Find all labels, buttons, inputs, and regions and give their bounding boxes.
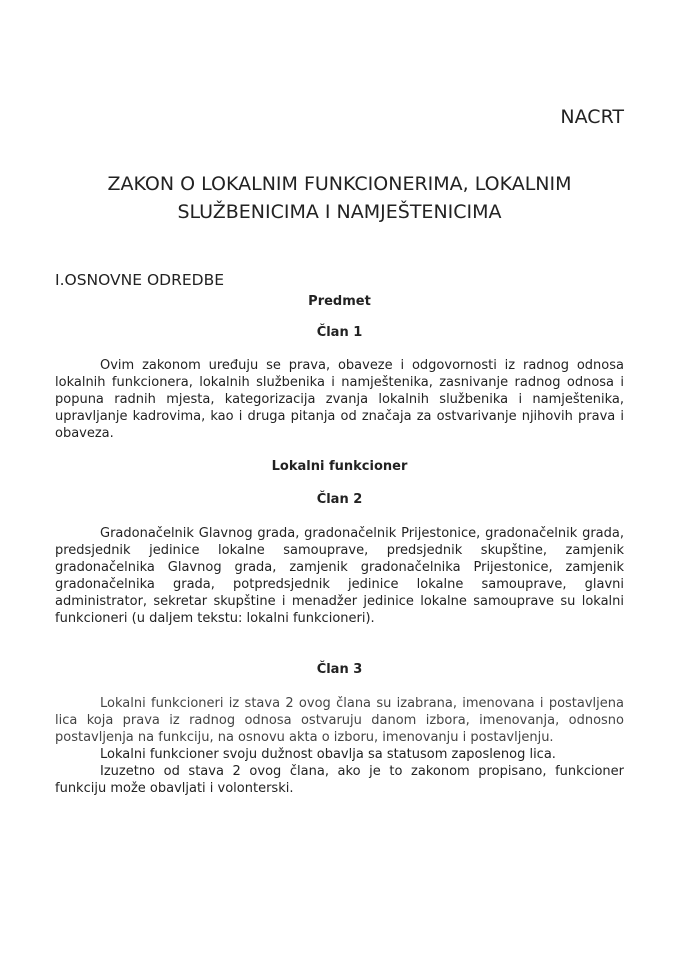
draft-label: NACRT xyxy=(560,106,624,128)
paragraph: Lokalni funkcioneri iz stava 2 ovog člana su izabrana, imenovana i postavljena lica koja prava iz radnog odnosa ostvaruju danom izbora, imenovanja, odnosno postavljenja na funkciju, na osnovu akta o izboru, imenovanju i postavljenju. xyxy=(55,696,624,745)
article-subject: Predmet xyxy=(308,294,371,309)
paragraph: Ovim zakonom uređuju se prava, obaveze i odgovornosti iz radnog odnosa lokalnih funkcionera, lokalnih službenika i namještenika, zasnivanje radnog odnosa i popuna radnih mjesta, kategorizacija zvanja lokalnih službenika i namještenika, upravljanje kadrovima, kao i druga pitanja od značaja za ostvarivanje njihovih prava i obaveza. xyxy=(55,358,624,441)
paragraph: Izuzetno od stava 2 ovog člana, ako je to zakonom propisano, funkcioner funkciju može obavljati i volonterski. xyxy=(55,764,624,796)
article-heading: Član 2 xyxy=(316,492,363,507)
article-body xyxy=(55,357,624,442)
article-subject: Lokalni funkcioner xyxy=(271,459,408,474)
article-body xyxy=(55,695,624,797)
title-line: ZAKON O LOKALNIM FUNKCIONERIMA, LOKALNIM xyxy=(107,173,572,195)
section-heading: I.OSNOVNE ODREDBE xyxy=(55,271,225,289)
document-title xyxy=(0,170,679,226)
article-heading: Član 1 xyxy=(316,325,363,340)
title-line: SLUŽBENICIMA I NAMJEŠTENICIMA xyxy=(177,201,502,223)
paragraph: Gradonačelnik Glavnog grada, gradonačelnik Prijestonice, gradonačelnik grada, predsjednik jedinice lokalne samouprave, predsjednik skupštine, zamjenik gradonačelnika Glavnog grada, zamjenik gradonačelnika Prijestonice, zamjenik gradonačelnika grada, potpredsjednik jedinice lokalne samouprave, glavni administrator, sekretar skupštine i menadžer jedinice lokalne samouprave su lokalni funkcioneri (u daljem tekstu: lokalni funkcioneri). xyxy=(55,526,624,626)
article-heading: Član 3 xyxy=(316,662,363,677)
paragraph: Lokalni funkcioner svoju dužnost obavlja sa statusom zaposlenog lica. xyxy=(100,747,556,762)
article-body xyxy=(55,525,624,627)
